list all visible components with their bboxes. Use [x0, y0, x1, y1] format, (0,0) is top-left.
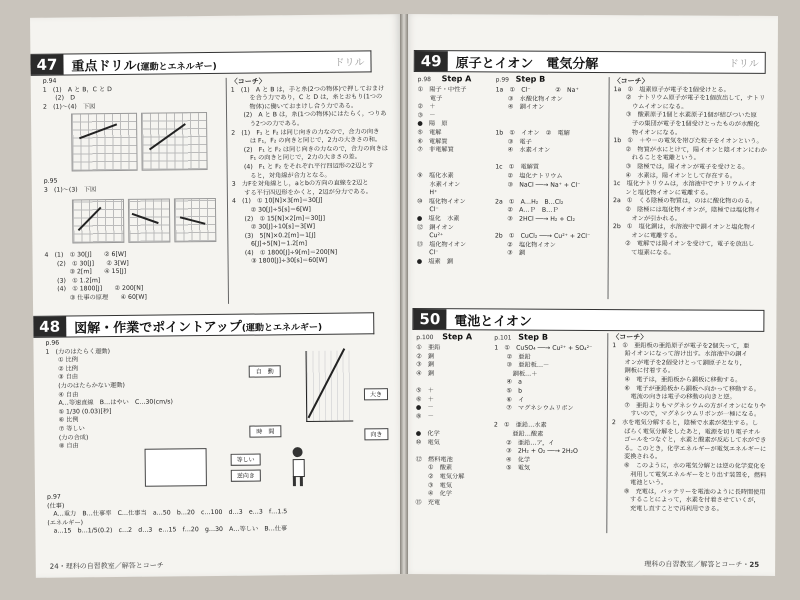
answer-line: ③ 仕事の原理 ④ 60[W] [44, 293, 147, 302]
answer-line: ① 亜鉛 [416, 344, 441, 352]
answer-line: ⑫ 銅イオン [416, 223, 454, 231]
figure-label: 自 動 [249, 365, 281, 377]
answer-line: ⑥ 電解質 [417, 137, 448, 145]
answer-line: 水素イオン [417, 180, 461, 188]
answer-line [416, 421, 492, 430]
answer-line: (力のはたらかない運動) [45, 381, 125, 390]
page-number: 25 [749, 560, 760, 569]
answer-line: ② 塩化ナトリウム [495, 172, 563, 180]
answer-line: ② 亜鉛…ア，イ [493, 439, 555, 447]
coach-line: する平行四辺形をかくと，2辺が分力である。 [231, 188, 372, 197]
answer-line: 3 (1)～(3) 下図 [43, 185, 97, 194]
answer-line: (3) ① 1.2[m] [44, 276, 101, 285]
answer-line: 1 (1) A と B，C と D [42, 85, 112, 94]
coach-line: 1c 塩化ナトリウムは，水溶液中でナトリウムイオ [613, 180, 757, 188]
answer-line: ② 比例 [45, 365, 78, 373]
coach-line: 鉛イオンになって溶け出す。水溶液中の銅イ [612, 350, 748, 358]
answer-line: 1a ① Cl⁻ ② Na⁺ [495, 86, 579, 94]
coach-line: ② 物質が水にとけて，陽イオンと陰イオンにわか [613, 145, 767, 154]
answer-line: ④ 銅イオン [495, 103, 545, 111]
answer-line: Cl⁻ [416, 206, 439, 214]
answer-line: ⑬ 塩化物イオン [416, 240, 467, 249]
answer-line [417, 163, 493, 172]
coach-line: 2a ① くる陰極の物質は，のはに酸化物ののる。 [613, 197, 757, 206]
section-deco: ドリル [334, 57, 365, 69]
book-spread [30, 14, 778, 592]
section-title: 図解・作業でポイントアップ(運動とエネルギー) [74, 319, 323, 336]
coach-line: ② ナトリウム原子が電子を1個放出して，ナトリ [613, 94, 766, 103]
answer-line: ⑤ ＋ [416, 387, 434, 395]
answer-line: A…重力 B…仕事率 C…仕事当 a…50 b…20 c…100 d…3 e…3 f…1.5 [47, 508, 288, 518]
page-ref: p.97 [47, 493, 61, 501]
coach-line: ると，対角線が合力となる。 [231, 171, 331, 180]
section-49-header [414, 50, 766, 74]
coach-line: ③ 1800[J]÷30[s]＝60[W] [232, 257, 328, 266]
coach-line: ② 陰極には塩化物イオンが，陰極では塩化物イ [612, 206, 761, 214]
coach-line: (4) F₁ と F₂ をそれぞれ平行四辺形の2辺とす [231, 162, 374, 171]
coach-line: 6[J]÷5[N]＝1.2[m] [232, 240, 308, 249]
s47-answers-a [43, 76, 213, 112]
coach-line: れることを電離という。 [613, 154, 700, 162]
section-47-header [30, 50, 371, 76]
s48-answers-b [47, 490, 397, 537]
answer-line: 1 ① CuSO₄ ──→ Cu²⁺ + SO₄²⁻ [494, 344, 593, 352]
section-number: 49 [415, 51, 448, 71]
coach-heading: 〈コーチ〉 [612, 333, 648, 342]
coach-line: 1b ① ＋や－の電気を帯びた粒子をイオンという。 [613, 137, 763, 146]
coach-line: ばらく電気分解をしたあと，電源を切り電子オル [611, 427, 761, 436]
page-ref: p.94 [42, 77, 57, 85]
section-title: 重点ドリル(運動とエネルギー) [71, 58, 217, 74]
answer-line: 2b ① CuCl₂ ──→ Cu²⁺ + 2Cl⁻ [494, 232, 591, 241]
section-number: 50 [413, 309, 446, 329]
coach-line: オンに電離する。 [612, 231, 681, 240]
coach-line: 2 水を電気分解すると，陰極で水素が発生する。し [611, 419, 759, 427]
answer-line: ⑥ イ [493, 396, 525, 404]
s49-step-a [417, 86, 494, 267]
answer-line: (2) ① 30[J] ② 3[W] [44, 259, 129, 268]
coach-line: ④ 電子は，亜鉛板から銅板に移動する。 [612, 376, 742, 384]
coach-line: (2) A と B は，糸(1つの物体)にはたらく，つりあ [231, 110, 387, 120]
answer-line: ⑧ － [415, 412, 434, 420]
coach-line: 利用して電気エネルギーをとり出す装置を，燃料 [611, 470, 767, 479]
answer-line: ① 比例 [45, 356, 78, 364]
answer-line: ④ 水素イオン [495, 146, 551, 154]
page-ref: p.98 [417, 76, 432, 84]
answer-line: ③ 2[m] ④ 15[J] [44, 268, 127, 276]
answer-line: ⑦ 非電解質 [417, 146, 454, 154]
answer-line: 2 (1)～(4) 下図 [42, 102, 96, 111]
s50-step-a [415, 344, 492, 508]
coach-line: ⑥ このように，水の電気分解とは逆の化学変化を [611, 461, 766, 470]
coach-line: 物体)に働いておまけし合う力である。 [230, 102, 358, 111]
answer-line [417, 155, 493, 164]
coach-line: 充電し直すことで再利用できる。 [611, 504, 723, 513]
figure-label: 向き [364, 428, 388, 440]
answer-line: 1c ① 電解質 [495, 163, 540, 172]
answer-line: ④ 化学 [415, 490, 452, 498]
step-b-heading: Step B [515, 74, 546, 84]
figure-label: 等しい [231, 454, 261, 466]
answer-line: 銅板…＋ [494, 370, 538, 378]
coach-line: することによって，水素を付着させていくが， [611, 496, 760, 505]
coach-line: 変換される。 [611, 453, 662, 461]
answer-line: ⑤ 電解 [417, 129, 442, 137]
coach-line: ⑦ 亜鉛よりもマグネシウムの方がイオンになりや [611, 401, 766, 410]
answer-line: a…15 b…1/5(0.2) c…2 d…3 e…15 f…20 g…30 A…等しい B…仕事 [47, 525, 288, 536]
answer-line: A…等速直線 B…はやい C…30(cm/s) [46, 398, 173, 407]
coach-line: 電流の向きは電子の移動の向きと逆。 [611, 393, 736, 401]
answer-line: ⑮ 充電 [415, 498, 441, 506]
answer-line: ③ 2HCl ──→ H₂ + Cl₂ [494, 215, 576, 223]
figure-label: 大き [364, 388, 388, 400]
answer-line: ④ 銅 [416, 369, 435, 377]
answer-line: (仕事) [47, 502, 65, 510]
page-ref: p.99 [495, 76, 510, 84]
coach-line: 4 (1) ① 10[N]×3[m]＝30[J] [231, 197, 323, 206]
coach-line: ウムイオンになる。 [613, 102, 688, 111]
answer-line: ⑤ 電気 [493, 464, 531, 472]
coach-line: は F₁，F₂ の向きと同じで，2力の大きさの和。 [231, 136, 382, 145]
answer-line: ④ 化学 [493, 456, 531, 464]
section-title: 原子とイオン 電気分解 [455, 55, 599, 72]
coach-line: オンが引かれる。 [612, 214, 682, 222]
step-a-heading: Step A [442, 332, 473, 342]
page-footer: 24・理科の自習教室／解答とコーチ [49, 561, 164, 571]
coach-line: て塩素になる。 [612, 248, 675, 257]
answer-line: ③ 銅 [416, 361, 435, 369]
answer-line: ② 亜鉛 [494, 353, 531, 361]
coach-line: オンが電子を2個受けとって銅原子となり， [612, 358, 746, 367]
answer-line: ⑩ 塩化物イオン [417, 197, 466, 206]
coach-line: ンと塩化物イオンに電離する。 [613, 188, 712, 197]
answer-line [416, 378, 492, 387]
step-b-heading: Step B [518, 332, 548, 342]
figure-label: 逆向き [231, 470, 261, 482]
answer-line: ⑧ 自由 [46, 442, 79, 450]
coach-line: を合う力であり，C と D は，糸とおもり(1つの [230, 93, 383, 102]
page-ref: p.101 [494, 334, 512, 342]
s50-step-b [494, 344, 607, 473]
answer-line: (4) ① 1800[J] ② 200[N] [44, 285, 144, 294]
step-a-heading: Step A [441, 74, 472, 84]
left-page [30, 14, 408, 578]
coach-line: 物イオンになる。 [613, 128, 682, 137]
coach-line: 1 (1) A と B は，手と糸(2つの物体)で押しておまけ [230, 84, 385, 94]
force-diagram-grid [72, 199, 124, 244]
answer-line: ③ 銅 [494, 249, 526, 257]
section-48-header [33, 312, 374, 338]
answer-line: ③ 電気 [415, 481, 453, 489]
answer-line: ⑦ マグネシウムリボン [493, 404, 574, 413]
coach-line: 2b ① 塩化銅は，水溶液中で銅イオンと塩化物イ [612, 223, 757, 231]
answer-line: ② 銅 [416, 352, 435, 360]
s47-answers-b [44, 176, 214, 195]
answer-line: ⑨ 塩化水素 [417, 172, 454, 180]
coach-line: 2 (1) F₁ と F₂ は同じ向きの力なので，合力の向き [231, 127, 380, 137]
column-divider [226, 78, 229, 304]
person-figure [289, 447, 307, 487]
answer-line: ⑩ 電気 [415, 438, 440, 446]
coach-line: 子の集団が電子を1個受けとったものが水酸化 [613, 120, 760, 128]
coach-line: ⑥ 電子が亜鉛板から銅板へ向かって移動する。 [612, 384, 760, 393]
s49-coach [613, 77, 774, 258]
coach-line: ② 30[J]÷5[s]＝6[W] [232, 205, 311, 214]
answer-line: Cl⁻ [416, 249, 439, 257]
figure-label: 時 間 [249, 425, 281, 437]
answer-line: ① 陽子・中性子 [417, 86, 467, 94]
section-deco: ドリル [728, 58, 759, 70]
coach-line: 電池という。 [611, 479, 668, 487]
answer-line: 2 ① 亜鉛…水素 [493, 421, 547, 430]
answer-line [416, 447, 492, 456]
answer-line: ③ 亜鉛板…－ [494, 361, 550, 369]
answer-line: ⑫ 燃料電池 [415, 455, 453, 463]
s47-answers-c [44, 250, 225, 303]
coach-line: ③ 酸素原子1個と水素原子1個が結びついた原 [613, 111, 757, 120]
coach-line: ② 30[J]÷10[s]＝3[W] [232, 223, 316, 231]
s48-answers [45, 338, 246, 452]
answer-line: ③ 電子 [495, 138, 532, 146]
motion-graph [306, 351, 354, 422]
answer-line: ③ 自由 [45, 373, 79, 382]
s50-coach [611, 333, 772, 514]
section-number: 47 [30, 55, 63, 75]
answer-line: ● － [415, 404, 434, 412]
answer-line: Cu²⁺ [416, 232, 444, 240]
answer-line: ⑥ 比例 [46, 416, 79, 425]
answer-line: ● 陽 原 [417, 120, 448, 128]
force-diagram-grid [141, 112, 208, 171]
coach-line: ③ 陰極では，陽イオンが電子を受けとる。 [613, 163, 749, 171]
coach-line: F₁ の向きと同じで，2力の大きさの差。 [231, 153, 361, 163]
answer-line: ③ － [417, 111, 436, 119]
section-title: 電池とイオン [454, 313, 532, 330]
coach-line: すいので，マグネシウムリボンが一極になる。 [611, 410, 761, 419]
answer-line: ② 塩化物イオン [494, 241, 556, 249]
answer-line: ② ＋ [417, 103, 436, 111]
answer-line: 4 (1) ① 30[J] ② 6[W] [44, 250, 127, 259]
coach-line: (3) 5[N]×0.2[m]＝1[J] [232, 231, 316, 240]
answer-line: ① 酸素 [415, 464, 453, 472]
answer-line: ③ 水酸化物イオン [495, 95, 563, 103]
coach-line: (2) F₁ と F₂ は同じ向きの力なので，合力の向きは [231, 144, 389, 154]
column-divider [608, 77, 610, 299]
answer-line: (2) D [42, 94, 75, 102]
coach-line: (2) ① 15[N]×2[m]＝30[J] [232, 214, 326, 223]
coach-line: ゴールをつなぐと，水素と酸素が反応して水ができ [611, 436, 767, 445]
answer-line: ④ 自由 [45, 390, 79, 399]
section-50-header [412, 308, 764, 332]
coach-line: ④ 水素は，陽イオンとして存在する。 [613, 171, 737, 180]
coach-line: 3 力Fを対角線とし，aとbの方向の直線を2辺と [231, 179, 369, 188]
answer-line: ⑤ 1/30 (0.03)[秒] [46, 407, 112, 416]
coach-line: 1a ① 塩素原子が電子を1個受けとる。 [613, 85, 730, 94]
coach-line: 銅板に付着する。 [612, 367, 675, 375]
answer-line: ● 塩素 銅 [416, 257, 454, 266]
answer-line: ⑥ ＋ [415, 395, 434, 403]
page-ref: p.95 [43, 177, 58, 185]
answer-line: ③ NaCl ──→ Na⁺ + Cl⁻ [495, 181, 581, 189]
s49-step-b [495, 86, 606, 258]
coach-line: ⑧ 充電は，バッテリーを電池のように長時間使用 [611, 487, 766, 496]
coach-line: る。このとき，化学エネルギーが電気エネルギーに [611, 444, 767, 453]
answer-line: 1 (力のはたらく運動) [45, 347, 111, 356]
coach-line: う2つの力である。 [231, 120, 304, 128]
coach-heading: 〈コーチ〉 [613, 77, 649, 86]
answer-line: ② A…Ｐ B…Ｐ [494, 206, 559, 215]
page-footer: 理科の自習教室／解答とコーチ・25 [644, 560, 760, 569]
answer-line: ③ 2H₂ + O₂ ──→ 2H₂O [493, 447, 578, 456]
answer-line: ● 化学 [415, 430, 440, 438]
right-page [401, 14, 778, 576]
answer-line: ⑤ b [494, 387, 523, 395]
answer-line: (エネルギー) [47, 519, 84, 527]
section-number: 48 [33, 317, 66, 337]
column-divider [606, 333, 608, 533]
answer-line: (力の合成) [46, 433, 89, 442]
coach-line: 1 ① 亜鉛板の亜鉛原子が電子を2個失って，亜 [612, 341, 750, 350]
answer-line: ② 電気分解 [415, 472, 465, 481]
s47-coach [231, 76, 401, 267]
answer-line: ④ a [494, 378, 522, 386]
answer-line: ● 塩化 水素 [416, 214, 460, 223]
page-ref: p.96 [45, 339, 60, 347]
answer-line: 電子 [417, 94, 443, 102]
answer-line: 2a ① A…H₂ B…Cl₂ [495, 198, 564, 206]
book-gutter [400, 14, 408, 574]
force-diagram-grid [71, 113, 138, 172]
coach-line: (4) ① 1800[J]÷9[m]＝200[N] [232, 248, 338, 257]
coach-line: ② 電解では陽イオンを受けて，電子を放出し [612, 240, 755, 249]
figure-box-diagram [145, 448, 207, 487]
answer-line: ⑦ 等しい [46, 425, 85, 433]
answer-line: H⁺ [417, 189, 438, 197]
coach-heading: 〈コーチ〉 [230, 77, 266, 86]
page-ref: p.100 [416, 334, 434, 342]
answer-line: 亜鉛…酸素 [493, 430, 544, 438]
answer-line: 1b ① イオン ② 電解 [495, 129, 570, 137]
